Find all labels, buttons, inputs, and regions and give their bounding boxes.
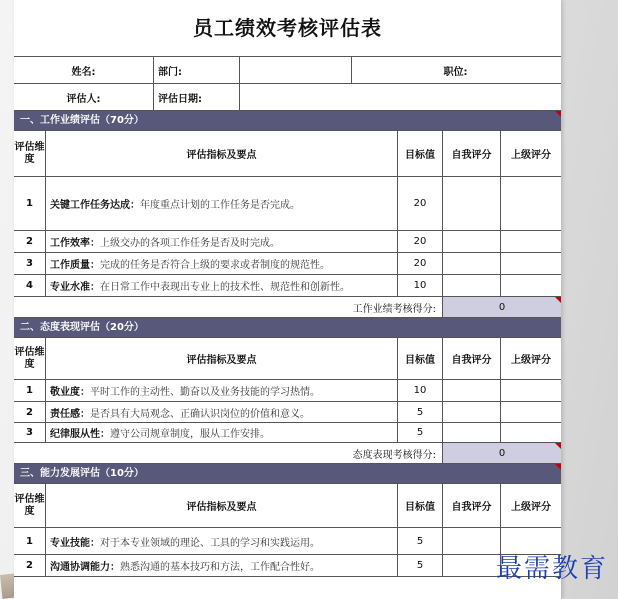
row-key: 纪律服从性： xyxy=(50,429,110,440)
comment-marker xyxy=(555,297,561,303)
row-target: 20 xyxy=(398,177,443,230)
row-indicator xyxy=(46,528,398,554)
row-number: 2 xyxy=(14,231,46,252)
superior-score-cell[interactable] xyxy=(501,380,561,401)
superior-score-cell[interactable] xyxy=(501,231,561,252)
row-target: 5 xyxy=(398,423,443,442)
table-header xyxy=(14,131,561,177)
row-desc: 上级交办的各项工作任务是否及时完成。 xyxy=(100,238,280,249)
row-key: 关键工作任务达成： xyxy=(50,200,140,211)
table-row xyxy=(14,275,561,297)
page-title: 员工绩效考核评估表 xyxy=(14,0,561,57)
info-row-1 xyxy=(14,57,561,84)
self-score-cell[interactable] xyxy=(443,402,501,422)
header-target: 目标值 xyxy=(398,131,443,176)
self-score-cell[interactable] xyxy=(443,177,501,230)
dept-label: 部门: xyxy=(154,57,240,83)
header-indicator: 评估指标及要点 xyxy=(46,484,398,527)
row-key: 责任感： xyxy=(50,408,90,420)
header-superior-score: 上级评分 xyxy=(511,355,551,366)
row-target: 10 xyxy=(398,380,443,401)
row-number: 1 xyxy=(14,177,46,230)
comment-marker xyxy=(555,464,561,470)
row-target: 20 xyxy=(398,253,443,274)
header-dimension: 评估维度 xyxy=(14,484,46,527)
row-number: 1 xyxy=(14,380,46,401)
header-target: 目标值 xyxy=(398,484,443,527)
name-label: 姓名: xyxy=(14,57,154,83)
comment-marker xyxy=(555,443,561,449)
row-target: 5 xyxy=(398,402,443,422)
self-score-cell[interactable] xyxy=(443,528,501,554)
row-number: 2 xyxy=(14,555,46,576)
superior-score-cell[interactable] xyxy=(501,275,561,296)
header-superior-score: 上级评分 xyxy=(511,502,551,513)
score-label: 态度表现考核得分: xyxy=(14,443,443,463)
row-desc: 完成的任务是否符合上级的要求或者制度的规范性。 xyxy=(100,260,330,271)
row-indicator xyxy=(46,177,398,230)
header-target: 目标值 xyxy=(398,338,443,379)
comment-marker xyxy=(555,111,561,117)
row-desc: 在日常工作中表现出专业上的技术性、规范性和创新性。 xyxy=(100,282,350,293)
date-label: 评估日期: xyxy=(154,84,240,110)
self-score-cell[interactable] xyxy=(443,555,501,576)
row-indicator xyxy=(46,555,398,576)
self-score-cell[interactable] xyxy=(443,423,501,442)
dept-value-cell[interactable] xyxy=(240,57,352,83)
row-key: 工作效率： xyxy=(50,238,100,249)
row-indicator xyxy=(46,275,398,296)
header-superior-score: 上级评分 xyxy=(511,150,551,161)
self-score-cell[interactable] xyxy=(443,253,501,274)
superior-score-cell[interactable] xyxy=(501,423,561,442)
table-row xyxy=(14,555,561,577)
table-row xyxy=(14,177,561,231)
row-indicator xyxy=(46,231,398,252)
header-self-score: 自我评分 xyxy=(443,338,501,379)
self-score-cell[interactable] xyxy=(443,231,501,252)
row-number: 3 xyxy=(14,423,46,442)
score-label: 工作业绩考核得分: xyxy=(14,297,443,317)
header-dimension: 评估维度 xyxy=(14,131,46,176)
score-row xyxy=(14,443,561,464)
row-indicator xyxy=(46,380,398,401)
table-row xyxy=(14,253,561,275)
table-row xyxy=(14,423,561,443)
evaluator-label: 评估人: xyxy=(14,84,154,110)
row-desc: 熟悉沟通的基本技巧和方法，工作配合性好。 xyxy=(120,562,320,573)
row-key: 专业水准： xyxy=(50,282,100,293)
row-number: 3 xyxy=(14,253,46,274)
score-value xyxy=(443,443,561,463)
score-value-text: 0 xyxy=(498,301,506,313)
section-title xyxy=(14,464,561,484)
score-value-text: 0 xyxy=(498,447,506,459)
self-score-cell[interactable] xyxy=(443,275,501,296)
row-desc: 对于本专业领域的理论、工具的学习和实践运用。 xyxy=(100,537,320,549)
row-key: 敬业度： xyxy=(50,387,90,398)
self-score-cell[interactable] xyxy=(443,380,501,401)
score-row xyxy=(14,297,561,318)
table-row xyxy=(14,380,561,402)
header-indicator: 评估指标及要点 xyxy=(46,338,398,379)
row-key: 沟通协调能力： xyxy=(50,562,120,573)
row-number: 4 xyxy=(14,275,46,296)
row-target: 5 xyxy=(398,528,443,554)
row-desc: 平时工作的主动性、勤奋以及业务技能的学习热情。 xyxy=(90,387,320,398)
superior-score-cell[interactable] xyxy=(501,402,561,422)
row-key: 专业技能： xyxy=(50,537,100,549)
row-target: 5 xyxy=(398,555,443,576)
section-title-text: 三、能力发展评估（10分） xyxy=(20,468,144,479)
header-indicator: 评估指标及要点 xyxy=(46,131,398,176)
row-desc: 是否具有大局观念、正确认识岗位的价值和意义。 xyxy=(90,408,310,420)
table-row xyxy=(14,231,561,253)
row-target: 10 xyxy=(398,275,443,296)
header-self-score: 自我评分 xyxy=(443,131,501,176)
row-target: 20 xyxy=(398,231,443,252)
row-number: 2 xyxy=(14,402,46,422)
evaluation-sheet xyxy=(14,0,561,599)
table-row xyxy=(14,402,561,423)
section-title xyxy=(14,318,561,338)
date-value-cell[interactable] xyxy=(240,84,559,110)
position-label: 职位: xyxy=(443,66,468,78)
section-title-text: 二、态度表现评估（20分） xyxy=(20,322,144,333)
header-self-score: 自我评分 xyxy=(443,484,501,527)
score-value xyxy=(443,297,561,317)
row-desc: 遵守公司规章制度，服从工作安排。 xyxy=(110,429,270,440)
row-desc: 年度重点计划的工作任务是否完成。 xyxy=(140,200,300,211)
row-key: 工作质量： xyxy=(50,260,100,271)
section-title-text: 一、工作业绩评估（70分） xyxy=(20,115,144,126)
watermark-text: 最需教育 xyxy=(496,554,609,584)
superior-score-cell[interactable] xyxy=(501,253,561,274)
row-indicator xyxy=(46,253,398,274)
superior-score-cell[interactable] xyxy=(501,177,561,230)
header-dimension: 评估维度 xyxy=(14,338,46,379)
table-header xyxy=(14,484,561,528)
row-number: 1 xyxy=(14,528,46,554)
table-row xyxy=(14,528,561,555)
table-header xyxy=(14,338,561,380)
info-row-2 xyxy=(14,84,561,111)
row-indicator xyxy=(46,423,398,442)
row-indicator xyxy=(46,402,398,422)
section-title xyxy=(14,111,561,131)
